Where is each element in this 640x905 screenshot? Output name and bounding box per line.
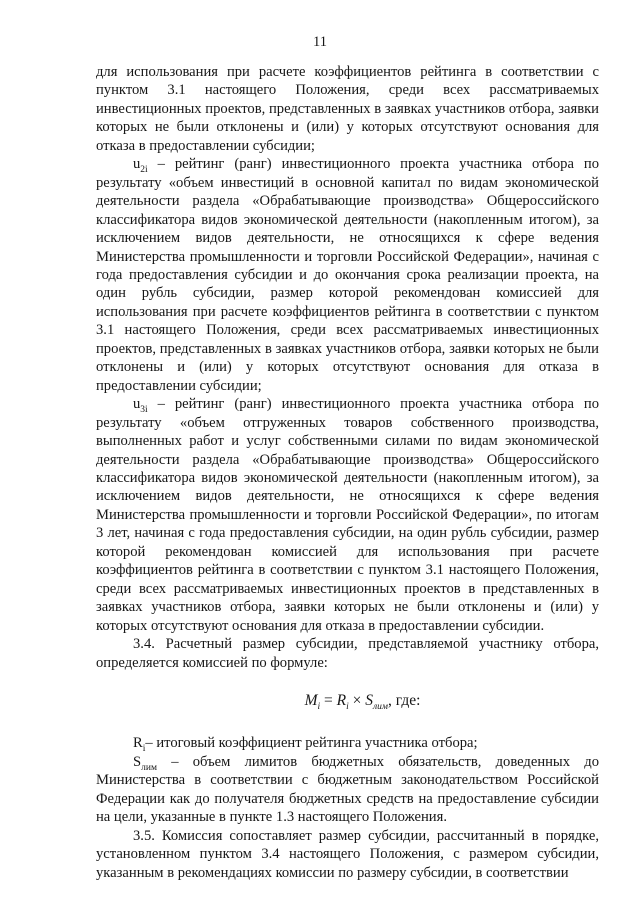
paragraph-3-5: 3.5. Комиссия сопоставляет размер субсидии, рассчитанный в порядке, установленном пунктом 3.4 настоящего Положения, с размером субсидии, указанным в рекомендациях комиссии по размеру субсидии, в соответствии xyxy=(96,827,599,881)
paragraph-3-4: 3.4. Расчетный размер субсидии, представляемой участнику отбора, определяется комиссией по формуле: xyxy=(96,636,599,671)
paragraph-u2i xyxy=(96,155,599,395)
paragraph-slim-text: – объем лимитов бюджетных обязательств, доведенных до Министерства в соответствии с бюджетным законодательством Российской Федерации как до получателя бюджетных средств на предоставление субсидии на цели, указанные в пункте 1.3 настоящего Положения. xyxy=(96,753,599,826)
page-number: 11 xyxy=(313,34,327,50)
symbol-u2i: $u_{2i}$ xyxy=(133,156,148,176)
paragraph-u3i-text: – рейтинг (ранг) инвестиционного проекта участника отбора по результату «объем отгруженных товаров собственного производства, выполненных работ и услуг собственными силами по видам экономической деятельности раздела «Обрабатывающие производства» Общероссийского классификатора видов экономической деятельности (накопленным итогом), за исключением видов деятельности, не относящихся к сфере ведения Министерства промышленности и торговли Российской Федерации», по итогам 3 лет, начиная с года предоставления субсидии, на один рубль субсидии, размер которой рекомендован комиссией для использования при расчете коэффициентов рейтинга в соответствии с пунктом 3.1 настоящего Положения, среди всех рассматриваемых инвестиционных проектов в представленных в заявках участников отбора, заявки которых не были отклонены и (или) у которых отсутствуют основания для отказа в предоставлении субсидии. xyxy=(96,396,599,634)
subsidy-formula: $M_i = R_i \times S_{лим}$, где: xyxy=(304,691,421,713)
paragraph-continuation: для использования при расчете коэффициентов рейтинга в соответствии с пунктом 3.1 настоящего Положения, среди всех рассматриваемых инвестиционных проектов, представленных в заявках участников отбора, заявки которых не были отклонены и (или) у которых отсутствуют основания для отказа в предоставлении субсидии; xyxy=(96,64,599,154)
symbol-ri: $R_i$ xyxy=(133,735,146,755)
symbol-u3i: $u_{3i}$ xyxy=(133,396,148,416)
paragraph-ri-text: – итоговый коэффициент рейтинга участника отбора; xyxy=(145,735,478,752)
document-body xyxy=(96,63,599,882)
symbol-slim: $S_{лим}$ xyxy=(133,753,157,773)
paragraph-slim-definition xyxy=(96,753,599,827)
paragraph-ri-definition xyxy=(96,734,599,755)
paragraph-u3i xyxy=(96,395,599,635)
paragraph-u2i-text: – рейтинг (ранг) инвестиционного проекта участника отбора по результату «объем инвестиций в основной капитал по видам экономической деятельности раздела «Обрабатывающие производства» Общероссийского классификатора видов экономической деятельности (накопленным итогом), за исключением видов деятельности, не относящихся к сфере ведения Министерства промышленности и торговли Российской Федерации», начиная с года предоставления субсидии и до окончания срока реализации проекта, на один рубль субсидии, размер которой рекомендован комиссией для использования при расчете коэффициентов рейтинга в соответствии с пунктом 3.1 настоящего Положения, среди всех рассматриваемых инвестиционных проектов, представленных в заявках участников отбора, заявки которых не были отклонены и (или) у которых отсутствуют основания для отказа в предоставлении субсидии; xyxy=(96,156,599,394)
